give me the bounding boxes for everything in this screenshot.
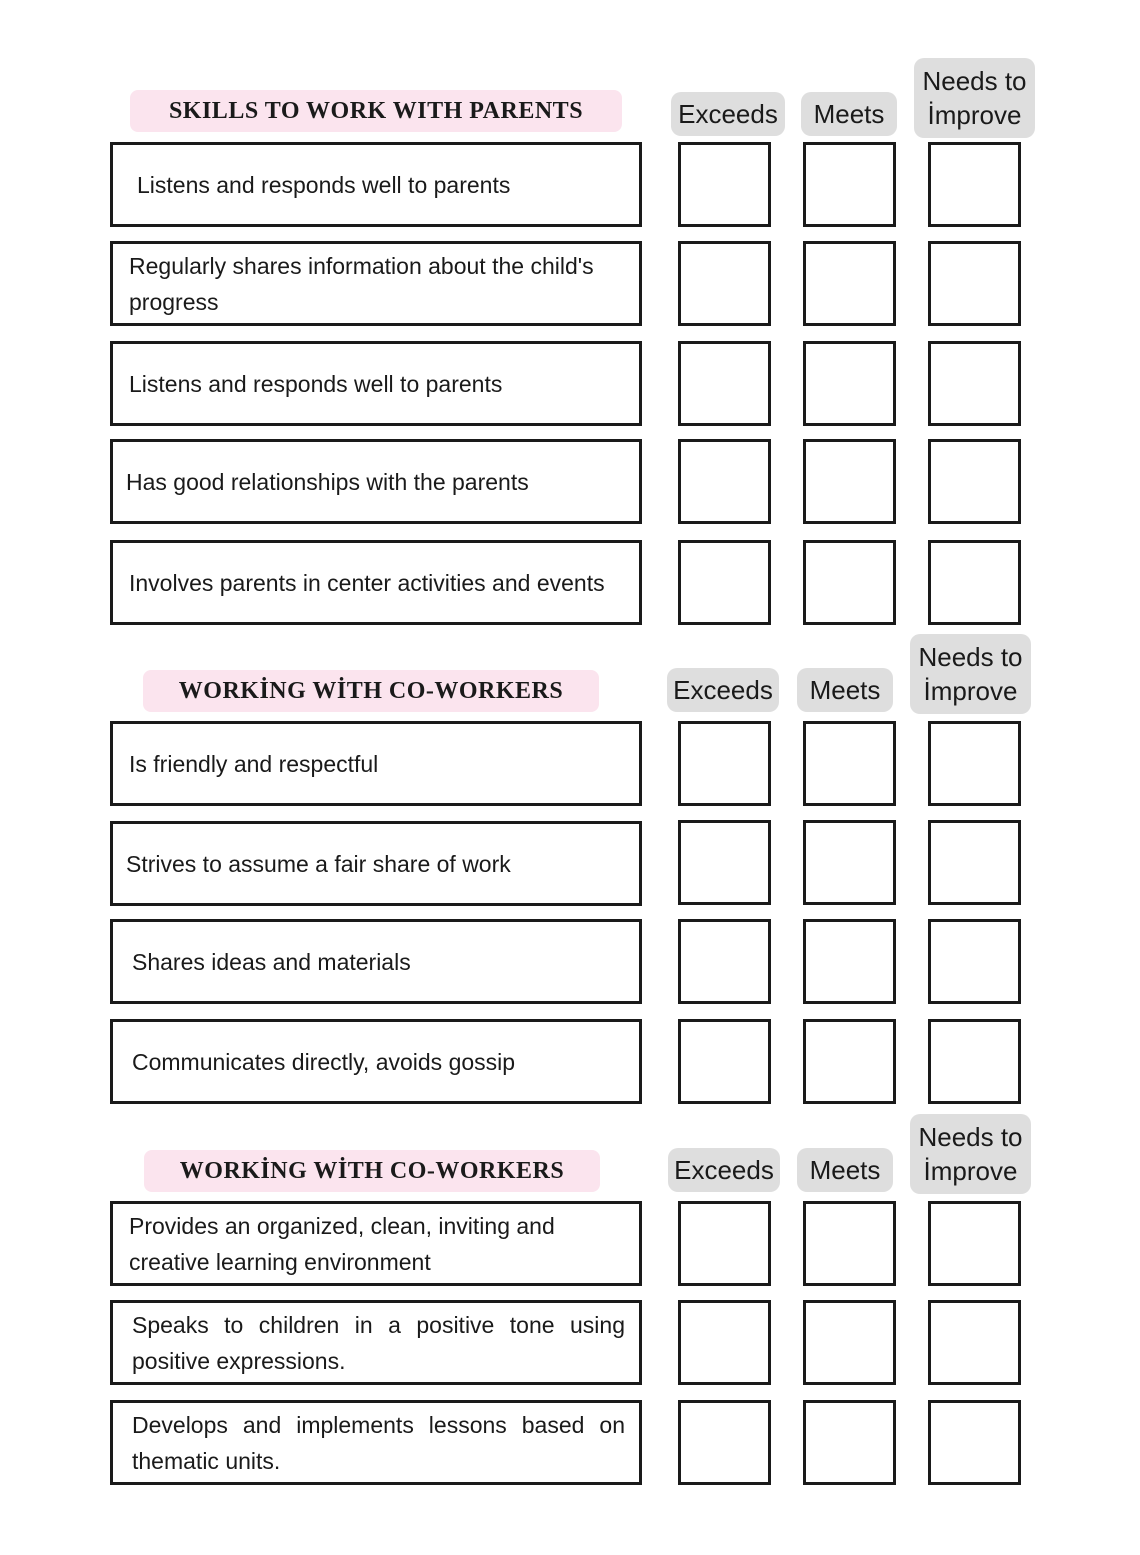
checkbox-exceeds[interactable] [678,820,771,905]
checkbox-meets[interactable] [803,439,896,524]
checkbox-meets[interactable] [803,1300,896,1385]
checkbox-exceeds[interactable] [678,142,771,227]
column-header-needs-to-improve [910,1114,1031,1194]
criteria-label: Regularly shares information about the child's progress [129,252,594,315]
criteria-label: Is friendly and respectful [129,750,379,777]
criteria-row [110,721,642,806]
column-header-meets: Meets [801,92,897,136]
checkbox-meets[interactable] [803,820,896,905]
checkbox-needs-to-improve[interactable] [928,919,1021,1004]
criteria-row [110,919,642,1004]
column-header-needs-to-improve [910,634,1031,714]
section-title: WORKİNG WİTH CO-WORKERS [143,670,599,712]
checkbox-meets[interactable] [803,1400,896,1485]
column-header-needs-to-improve [914,58,1035,138]
checkbox-needs-to-improve[interactable] [928,820,1021,905]
checkbox-meets[interactable] [803,341,896,426]
needs-line-2: İmprove [923,676,1018,706]
checkbox-exceeds[interactable] [678,341,771,426]
criteria-label: Provides an organized, clean, inviting and creative learning environment [129,1212,555,1275]
section-title: WORKİNG WİTH CO-WORKERS [144,1150,600,1192]
checkbox-meets[interactable] [803,1019,896,1104]
checkbox-needs-to-improve[interactable] [928,540,1021,625]
checkbox-needs-to-improve[interactable] [928,1300,1021,1385]
criteria-row [110,439,642,524]
criteria-label: Has good relationships with the parents [126,468,529,495]
checkbox-meets[interactable] [803,540,896,625]
criteria-label: Listens and responds well to parents [137,171,511,198]
needs-line-2: İmprove [923,1156,1018,1186]
criteria-row [110,1300,642,1385]
column-header-exceeds: Exceeds [671,92,785,136]
criteria-row [110,540,642,625]
criteria-row [110,142,642,227]
criteria-row [110,1201,642,1286]
checkbox-meets[interactable] [803,721,896,806]
checkbox-meets[interactable] [803,142,896,227]
checkbox-exceeds[interactable] [678,241,771,326]
needs-line-1: Needs to [918,1122,1023,1152]
checkbox-exceeds[interactable] [678,540,771,625]
column-header-exceeds: Exceeds [668,1148,780,1192]
needs-line-1: Needs to [918,642,1023,672]
needs-line-1: Needs to [922,66,1027,96]
checkbox-exceeds[interactable] [678,919,771,1004]
checkbox-exceeds[interactable] [678,439,771,524]
criteria-label: Involves parents in center activities and events [129,569,605,596]
checkbox-exceeds[interactable] [678,1019,771,1104]
checkbox-needs-to-improve[interactable] [928,439,1021,524]
criteria-label: Speaks to children in a positive tone using positive expressions. [132,1311,625,1374]
checkbox-needs-to-improve[interactable] [928,142,1021,227]
criteria-row [110,341,642,426]
checkbox-needs-to-improve[interactable] [928,1019,1021,1104]
criteria-row [110,1019,642,1104]
column-header-meets: Meets [797,1148,893,1192]
checkbox-needs-to-improve[interactable] [928,241,1021,326]
criteria-label: Communicates directly, avoids gossip [132,1048,516,1075]
column-header-meets: Meets [797,668,893,712]
criteria-label: Shares ideas and materials [132,948,411,975]
column-header-exceeds: Exceeds [667,668,779,712]
criteria-label: Develops and implements lessons based on thematic units. [132,1411,625,1474]
checkbox-meets[interactable] [803,1201,896,1286]
checkbox-needs-to-improve[interactable] [928,721,1021,806]
criteria-row [110,821,642,906]
checkbox-exceeds[interactable] [678,1201,771,1286]
section-title: SKILLS TO WORK WITH PARENTS [130,90,622,132]
checkbox-meets[interactable] [803,919,896,1004]
checkbox-exceeds[interactable] [678,1400,771,1485]
checkbox-meets[interactable] [803,241,896,326]
checkbox-exceeds[interactable] [678,721,771,806]
checkbox-needs-to-improve[interactable] [928,341,1021,426]
checkbox-needs-to-improve[interactable] [928,1201,1021,1286]
checkbox-needs-to-improve[interactable] [928,1400,1021,1485]
criteria-label: Strives to assume a fair share of work [126,850,511,877]
criteria-row [110,241,642,326]
checkbox-exceeds[interactable] [678,1300,771,1385]
criteria-label: Listens and responds well to parents [129,370,503,397]
needs-line-2: İmprove [927,100,1022,130]
criteria-row [110,1400,642,1485]
